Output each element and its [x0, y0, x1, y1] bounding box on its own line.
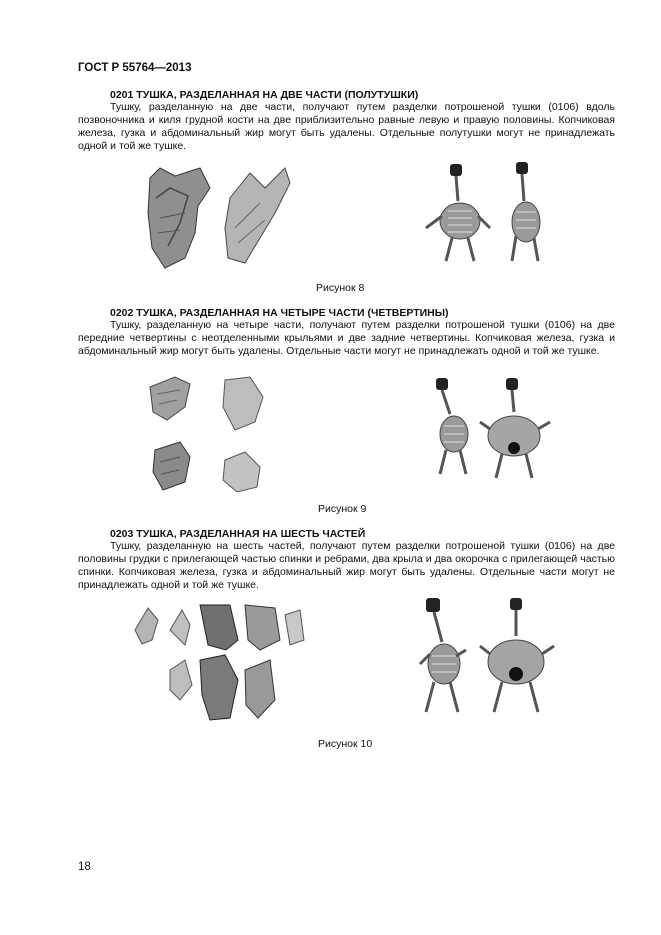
quarters-xray-figure	[430, 374, 560, 486]
figure-caption-8: Рисунок 8	[316, 282, 365, 294]
halves-photo-figure	[140, 158, 300, 276]
section-heading-0202: 0202 ТУШКА, РАЗДЕЛАННАЯ НА ЧЕТЫРЕ ЧАСТИ (ЧЕТВЕРТИНЫ)	[110, 307, 449, 319]
page-number: 18	[78, 861, 91, 873]
section-text-0202: Тушку, разделанную на четыре части, получают путем разделки потрошеной тушки (0106) на две передние четвертины с неотделенными крыльями и две задние четвертины. Копчиковая железа, гузка и абдоминальный жир могут быть удалены. Отдельные части могут не принадлежать одной и той же тушке.	[78, 319, 615, 357]
section-text-0203: Тушку, разделанную на шесть частей, получают путем разделки потрошеной тушки (0106) на две половины грудки с прилегающей частью спинки и ребрами, два крыла и два окорочка с прилегающей частью спинки. Копчиковая железа, гузка и абдоминальный жир могут быть удалены. Отдельные части могут не принадлежать одной и той же тушке.	[78, 540, 615, 591]
six-parts-photo-figure	[130, 600, 305, 728]
halves-xray-figure	[418, 156, 558, 274]
six-parts-xray-figure	[412, 594, 558, 724]
quarters-photo-figure	[145, 372, 270, 500]
document-header: ГОСТ Р 55764—2013	[78, 62, 192, 74]
figure-caption-9: Рисунок 9	[318, 503, 367, 515]
section-heading-0201: 0201 ТУШКА, РАЗДЕЛАННАЯ НА ДВЕ ЧАСТИ (ПОЛУТУШКИ)	[110, 89, 419, 101]
section-text-0201: Тушку, разделанную на две части, получают путем разделки потрошеной тушки (0106) вдоль позвоночника и киля грудной кости на две приблизительно равные левую и правую половины. Копчиковая железа, гузка и абдоминальный жир могут быть удалены. Отдельные полутушки могут не принадлежать одной и той же тушке.	[78, 101, 615, 152]
section-heading-0203: 0203 ТУШКА, РАЗДЕЛАННАЯ НА ШЕСТЬ ЧАСТЕЙ	[110, 528, 366, 540]
figure-caption-10: Рисунок 10	[318, 738, 373, 750]
